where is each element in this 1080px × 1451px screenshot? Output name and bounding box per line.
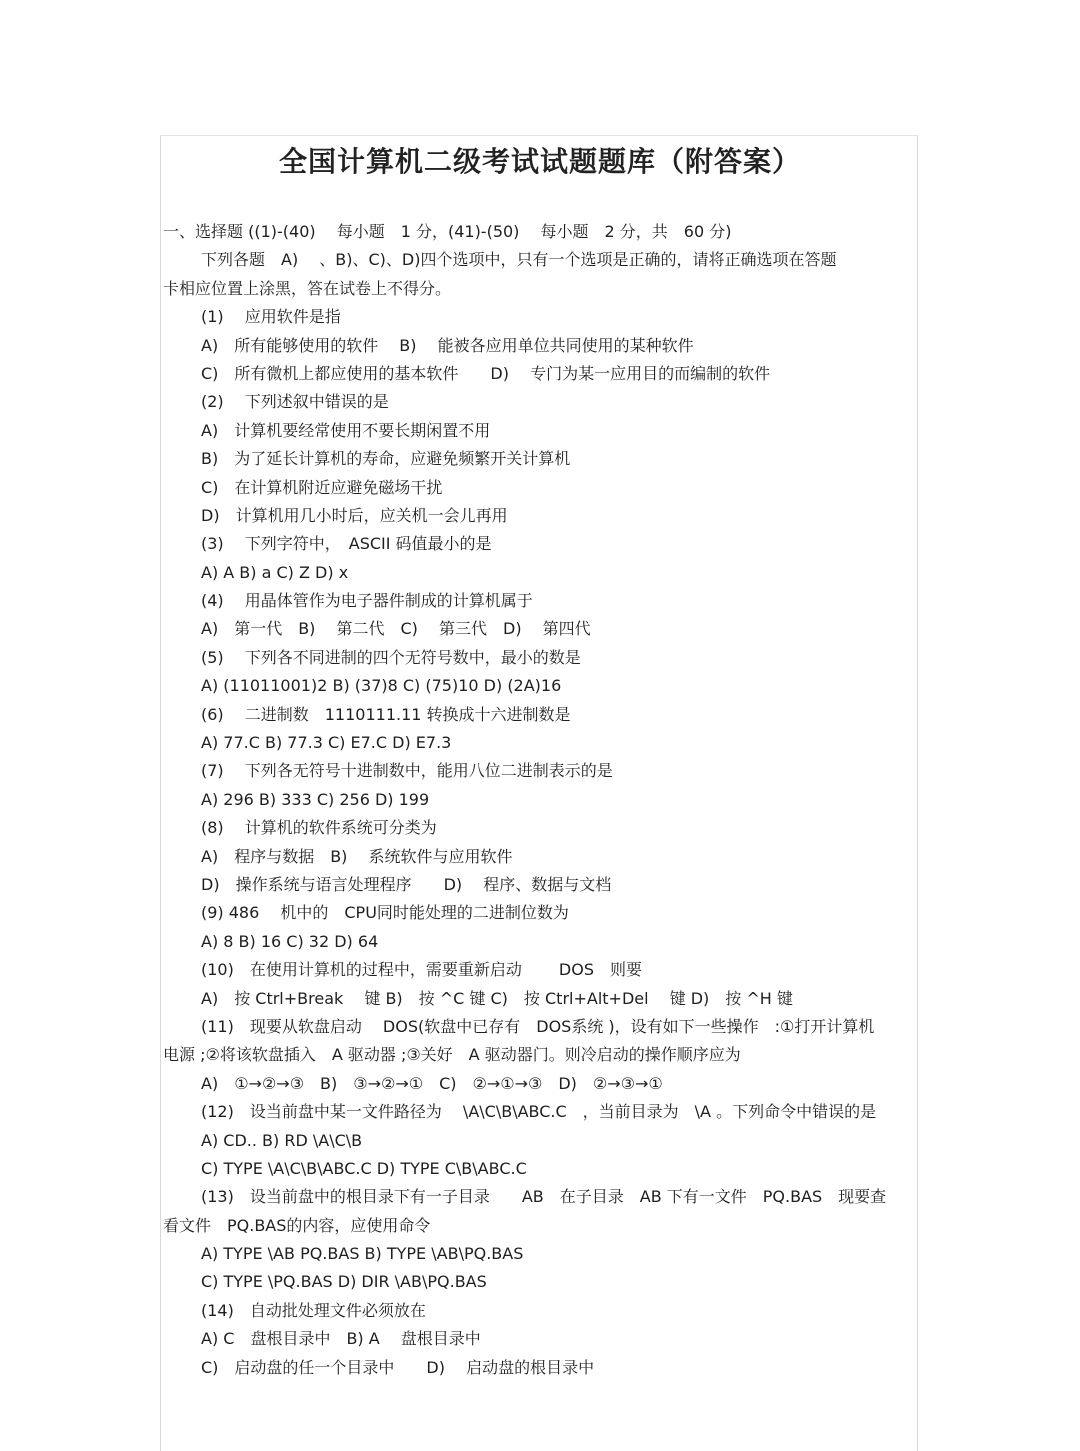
- page-title: 全国计算机二级考试试题题库（附答案）: [278, 145, 801, 178]
- text-line: (3) 下列字符中， ASCII 码值最小的是: [201, 534, 492, 554]
- text-line: A) 8 B) 16 C) 32 D) 64: [201, 931, 379, 951]
- text-line: A) 按 Ctrl+Break 键 B) 按 ^C 键 C) 按 Ctrl+Alt+Del 键 D) 按 ^H 键: [201, 988, 793, 1008]
- text-line: A) 第一代 B) 第二代 C) 第三代 D) 第四代: [201, 619, 591, 639]
- text-line: (6) 二进制数 1110111.11 转换成十六进制数是: [201, 704, 571, 724]
- text-line: A) ①→②→③ B) ③→②→① C) ②→①→③ D) ②→③→①: [201, 1073, 663, 1093]
- text-line: A) 296 B) 333 C) 256 D) 199: [201, 789, 430, 809]
- text-line: (7) 下列各无符号十进制数中，能用八位二进制表示的是: [201, 761, 613, 781]
- text-line: 一、选择题 ((1)-(40) 每小题 1 分，(41)-(50) 每小题 2 分，共 60 分): [163, 222, 732, 241]
- text-line: A) CD.. B) RD \A\C\B: [201, 1130, 363, 1150]
- text-line: (4) 用晶体管作为电子器件制成的计算机属于: [201, 591, 533, 611]
- text-line: (13) 设当前盘中的根目录下有一子目录 AB 在子目录 AB 下有一文件 PQ.BAS 现要查: [201, 1187, 887, 1207]
- text-line: C) 启动盘的任一个目录中 D) 启动盘的根目录中: [201, 1357, 595, 1377]
- text-line: A) C 盘根目录中 B) A 盘根目录中: [201, 1329, 481, 1349]
- text-line: (8) 计算机的软件系统可分类为: [201, 818, 437, 838]
- text-line: C) 所有微机上都应使用的基本软件 D) 专门为某一应用目的而编制的软件: [201, 363, 771, 383]
- text-line: A) A B) a C) Z D) x: [201, 562, 349, 582]
- text-line: (12) 设当前盘中某一文件路径为 \A\C\B\ABC.C ，当前目录为 \A 。下列命令中错误的是: [201, 1102, 877, 1122]
- text-line: 卡相应位置上涂黑，答在试卷上不得分。: [163, 278, 452, 298]
- text-line: C) 在计算机附近应避免磁场干扰: [201, 477, 443, 497]
- text-line: (14) 自动批处理文件必须放在: [201, 1300, 426, 1320]
- text-line: 电源 ;②将该软盘插入 A 驱动器 ;③关好 A 驱动器门。则冷启动的操作顺序应为: [163, 1045, 741, 1065]
- text-line: (1) 应用软件是指: [201, 307, 341, 327]
- document-body: [163, 218, 911, 1382]
- text-line: B) 为了延长计算机的寿命，应避免频繁开关计算机: [201, 449, 571, 469]
- text-line: A) (11011001)2 B) (37)8 C) (75)10 D) (2A)16: [201, 676, 562, 696]
- text-line: C) TYPE \PQ.BAS D) DIR \AB\PQ.BAS: [201, 1272, 487, 1292]
- text-line: (10) 在使用计算机的过程中，需要重新启动 DOS 则要: [201, 960, 643, 980]
- text-line: (2) 下列述叙中错误的是: [201, 392, 389, 412]
- text-line: A) 程序与数据 B) 系统软件与应用软件: [201, 846, 513, 866]
- text-line: A) 计算机要经常使用不要长期闲置不用: [201, 420, 491, 440]
- text-line: D) 操作系统与语言处理程序 D) 程序、数据与文档: [201, 874, 612, 894]
- text-line: A) TYPE \AB PQ.BAS B) TYPE \AB\PQ.BAS: [201, 1244, 524, 1264]
- text-line: A) 所有能够使用的软件 B) 能被各应用单位共同使用的某种软件: [201, 335, 694, 355]
- text-line: 看文件 PQ.BAS的内容，应使用命令: [163, 1215, 431, 1235]
- text-line: (9) 486 机中的 CPU同时能处理的二进制位数为: [201, 903, 569, 923]
- text-line: A) 77.C B) 77.3 C) E7.C D) E7.3: [201, 733, 452, 753]
- text-line: (5) 下列各不同进制的四个无符号数中，最小的数是: [201, 647, 581, 667]
- text-line: D) 计算机用几小时后，应关机一会儿再用: [201, 505, 508, 525]
- text-line: (11) 现要从软盘启动 DOS(软盘中已存有 DOS系统 )，设有如下一些操作 :①打开计算机: [201, 1016, 875, 1036]
- text-line: 下列各题 A) 、B)、C)、D)四个选项中，只有一个选项是正确的，请将正确选项在答题: [201, 250, 837, 270]
- text-line: C) TYPE \A\C\B\ABC.C D) TYPE C\B\ABC.C: [201, 1158, 527, 1178]
